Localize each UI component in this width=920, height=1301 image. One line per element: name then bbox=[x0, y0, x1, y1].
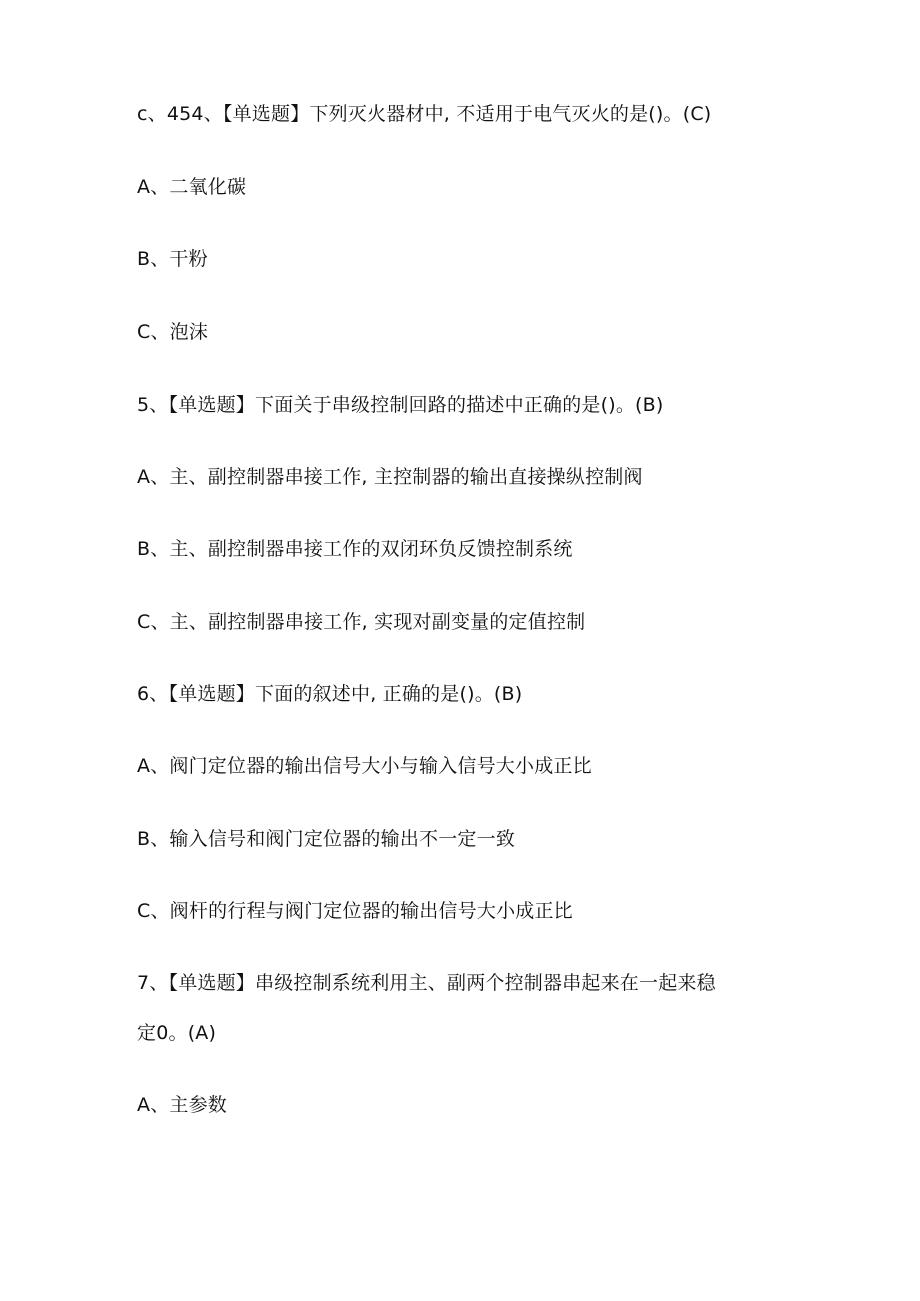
question-5-option-a: A、主、副控制器串接工作, 主控制器的输出直接操纵控制阀 bbox=[137, 466, 643, 488]
question-5-stem: 5、【单选题】下面关于串级控制回路的描述中正确的是()。(B) bbox=[137, 394, 664, 416]
question-454-stem: c、454、【单选题】下列灭火器材中, 不适用于电气灭火的是()。(C) bbox=[137, 103, 712, 125]
question-5-option-b: B、主、副控制器串接工作的双闭环负反馈控制系统 bbox=[137, 538, 573, 560]
question-7-stem-line-2: 定0。(A) bbox=[137, 1022, 217, 1044]
question-5-option-c: C、主、副控制器串接工作, 实现对副变量的定值控制 bbox=[137, 611, 586, 633]
question-6-option-a: A、阀门定位器的输出信号大小与输入信号大小成正比 bbox=[137, 755, 592, 777]
question-7-option-a: A、主参数 bbox=[137, 1094, 227, 1116]
question-454-option-a: A、二氧化碳 bbox=[137, 176, 247, 198]
question-454-option-b: B、干粉 bbox=[137, 248, 208, 270]
question-6-option-c: C、阀杆的行程与阀门定位器的输出信号大小成正比 bbox=[137, 900, 573, 922]
question-6-option-b: B、输入信号和阀门定位器的输出不一定一致 bbox=[137, 828, 516, 850]
question-7-stem-line-1: 7、【单选题】串级控制系统利用主、副两个控制器串起来在一起来稳 bbox=[137, 972, 716, 994]
question-6-stem: 6、【单选题】下面的叙述中, 正确的是()。(B) bbox=[137, 683, 523, 705]
question-454-option-c: C、泡沫 bbox=[137, 321, 209, 343]
